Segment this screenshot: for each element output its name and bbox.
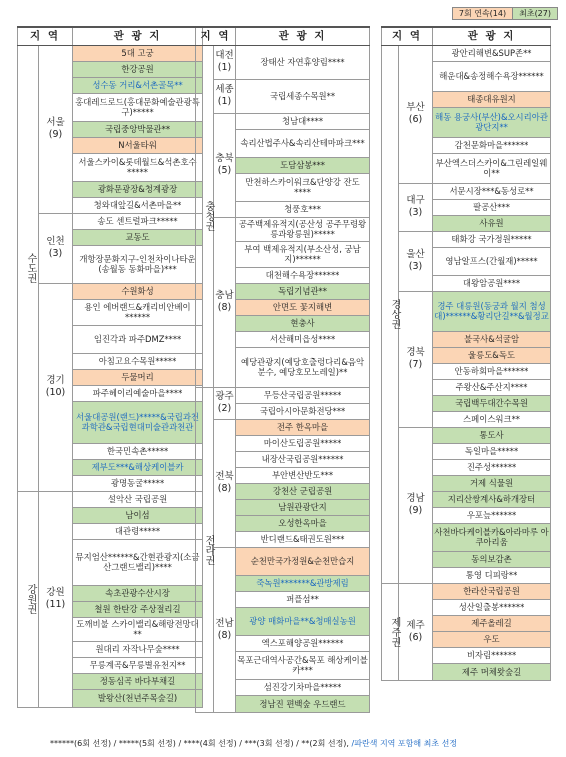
header-spot: 관 광 지 xyxy=(236,27,370,45)
attraction-cell: 정남진 편백숲 우드랜드 xyxy=(236,695,370,712)
table-c2 xyxy=(195,26,370,713)
region-cell: 제주권 xyxy=(382,583,399,680)
attraction-cell: 우포늪****** xyxy=(433,507,551,523)
attraction-cell: 해운대&송정해수욕장****** xyxy=(433,61,551,91)
attraction-cell: 서울스카이&롯데월드&석촌호수***** xyxy=(73,153,203,181)
attraction-cell: 섬진강기차마을***** xyxy=(236,679,370,695)
subregion-cell: 서울 (9) xyxy=(39,45,73,213)
attraction-cell: 홍대레드로드(홍대문화예술관광특구)***** xyxy=(73,93,203,121)
attraction-cell: 청풍호*** xyxy=(236,201,370,217)
attraction-cell: 청남대**** xyxy=(236,113,370,129)
subregion-cell: 세종 (1) xyxy=(214,79,236,113)
region-cell: 경상권 xyxy=(382,45,399,583)
attraction-cell: 대관령***** xyxy=(73,523,203,539)
attraction-cell: 성수동 거리&서촌골목** xyxy=(73,77,203,93)
attraction-cell: 광화문광장&청계광장 xyxy=(73,181,203,197)
attraction-cell: 한국민속촌***** xyxy=(73,443,203,459)
attraction-cell: 강천산 군립공원 xyxy=(236,483,370,499)
attraction-cell: 두물머리 xyxy=(73,369,203,385)
attraction-cell: 죽녹원*******&관방제림 xyxy=(236,575,370,591)
subregion-cell: 제주 (6) xyxy=(399,583,433,680)
table-c1 xyxy=(17,26,203,708)
subregion-cell: 대구 (3) xyxy=(399,183,433,231)
attraction-cell: 제주 머체왓숲길 xyxy=(433,663,551,680)
attraction-cell: 거제 식물원 xyxy=(433,475,551,491)
attraction-cell: 용인 에버랜드&캐리비안베이****** xyxy=(73,299,203,325)
subregion-cell: 전북 (8) xyxy=(214,419,236,547)
attraction-cell: 부산엑스더스카이&그린레일웨이** xyxy=(433,153,551,183)
attraction-cell: 장태산 자연휴양림**** xyxy=(236,45,370,79)
attraction-cell: 남원관광단지 xyxy=(236,499,370,515)
subregion-cell: 강원 (11) xyxy=(39,491,73,707)
attraction-cell: 해동 용궁사(부산)&오시리아관광단지** xyxy=(433,107,551,137)
attraction-cell: 반디랜드&태권도원*** xyxy=(236,531,370,547)
attraction-cell: 스페이스워크** xyxy=(433,411,551,427)
subregion-cell: 경북 (7) xyxy=(399,291,433,427)
subregion-cell: 경남 (9) xyxy=(399,427,433,583)
attraction-cell: N서울타워 xyxy=(73,137,203,153)
attraction-cell: 퍼플섬** xyxy=(236,591,370,607)
attraction-cell: 도담삼봉*** xyxy=(236,157,370,173)
attraction-cell: 5대 고궁 xyxy=(73,45,203,61)
attraction-cell: 국립아시아문화전당*** xyxy=(236,403,370,419)
attraction-cell: 공주백제유적지(공산성 공주무령왕릉과왕릉원)***** xyxy=(236,217,370,241)
region-cell: 수도권 xyxy=(18,45,39,491)
subregion-cell: 충북 (5) xyxy=(214,113,236,217)
attraction-cell: 팔공산*** xyxy=(433,199,551,215)
attraction-cell: 우도 xyxy=(433,631,551,647)
attraction-cell: 엑스포해양공원****** xyxy=(236,635,370,651)
attraction-cell: 광명동굴***** xyxy=(73,475,203,491)
attraction-cell: 발왕산(천년주목숲길) xyxy=(73,689,203,707)
legend-first: 최초(27) xyxy=(512,7,558,20)
attraction-cell: 진주성****** xyxy=(433,459,551,475)
attraction-cell: 전주 한옥마을 xyxy=(236,419,370,435)
attraction-cell: 부안변산반도*** xyxy=(236,467,370,483)
attraction-cell: 안면도 꽃지해변 xyxy=(236,299,370,315)
header-region: 지 역 xyxy=(382,27,433,45)
attraction-cell: 한라산국립공원 xyxy=(433,583,551,599)
header-spot: 관 광 지 xyxy=(73,27,203,45)
attraction-cell: 광안리해변&SUP존** xyxy=(433,45,551,61)
region-cell: 충청권 xyxy=(196,45,214,387)
attraction-cell: 비자림****** xyxy=(433,647,551,663)
attraction-cell: 감천문화마을****** xyxy=(433,137,551,153)
attraction-cell: 성산일출봉****** xyxy=(433,599,551,615)
attraction-cell: 현충사 xyxy=(236,315,370,331)
attraction-cell: 주왕산&주산지**** xyxy=(433,379,551,395)
region-cell: 강원권 xyxy=(18,491,39,707)
subregion-cell: 부산 (6) xyxy=(399,45,433,183)
attraction-cell: 남이섬 xyxy=(73,507,203,523)
attraction-cell: 국립세종수목원** xyxy=(236,79,370,113)
attraction-cell: 원대리 자작나무숲**** xyxy=(73,641,203,657)
attraction-cell: 정동심곡 바다부채길 xyxy=(73,673,203,689)
attraction-cell: 한강공원 xyxy=(73,61,203,77)
subregion-cell: 전남 (8) xyxy=(214,547,236,712)
attraction-cell: 오성한옥마을 xyxy=(236,515,370,531)
attraction-cell: 사천바다케이블카&아라마루 아쿠아리움 xyxy=(433,523,551,551)
attraction-cell: 서산해미읍성**** xyxy=(236,331,370,347)
attraction-cell: 광양 매화마을**&청매실농원 xyxy=(236,607,370,635)
attraction-cell: 대왕암공원**** xyxy=(433,275,551,291)
attraction-cell: 마이산도립공원***** xyxy=(236,435,370,451)
attraction-cell: 서울대공원(랜드)*****&국립과천과학관&국립현대미술관과천관 xyxy=(73,401,203,443)
subregion-cell: 광주 (2) xyxy=(214,387,236,419)
attraction-cell: 울릉도&독도 xyxy=(433,347,551,363)
attraction-cell: 설악산 국립공원 xyxy=(73,491,203,507)
header-region: 지 역 xyxy=(196,27,236,45)
table-c3 xyxy=(381,26,551,681)
attraction-cell: 독일마을***** xyxy=(433,443,551,459)
attraction-cell: 순천만국가정원&순천만습지 xyxy=(236,547,370,575)
attraction-cell: 무등산국립공원***** xyxy=(236,387,370,403)
footer-text: ******(6회 선정) / *****(5회 선정) / ****(4회 선정) / ***(3회 선정) / **(2회 선정), xyxy=(50,739,352,748)
attraction-cell: 철원 한탄강 주상절리길 xyxy=(73,601,203,617)
attraction-cell: 청와대앞길&서촌마을** xyxy=(73,197,203,213)
attraction-cell: 태종대유원지 xyxy=(433,91,551,107)
attraction-cell: 국립중앙박물관** xyxy=(73,121,203,137)
legend xyxy=(453,7,558,20)
attraction-cell: 도깨비불 스카이밸리&해랑전망대** xyxy=(73,617,203,641)
attraction-cell: 속초관광수산시장 xyxy=(73,585,203,601)
attraction-cell: 송도 센트럴파크***** xyxy=(73,213,203,229)
subregion-cell: 대전 (1) xyxy=(214,45,236,79)
attraction-cell: 개항장문화지구-인천차이나타운 (송월동 동화마을)*** xyxy=(73,245,203,283)
attraction-cell: 임진각과 파주DMZ**** xyxy=(73,325,203,353)
subregion-cell: 충남 (8) xyxy=(214,217,236,387)
attraction-cell: 불국사&석굴암 xyxy=(433,331,551,347)
attraction-cell: 서문시장***&동성로** xyxy=(433,183,551,199)
attraction-cell: 경주 대릉원(동궁과 월지 첨성대)******&황리단길**&월정교 xyxy=(433,291,551,331)
attraction-cell: 파주헤이리예술마을**** xyxy=(73,385,203,401)
attraction-cell: 국립백두대간수목원 xyxy=(433,395,551,411)
attraction-cell: 통영 디피랑** xyxy=(433,567,551,583)
attraction-cell: 태화강 국가정원***** xyxy=(433,231,551,247)
attraction-cell: 지리산쌍계사&하개장터 xyxy=(433,491,551,507)
attraction-cell: 제부도***&해상케이블카 xyxy=(73,459,203,475)
subregion-cell: 경기 (10) xyxy=(39,283,73,491)
attraction-cell: 수원화성 xyxy=(73,283,203,299)
attraction-cell: 대천해수욕장****** xyxy=(236,267,370,283)
attraction-cell: 만천하스카이워크&단양강 잔도**** xyxy=(236,173,370,201)
attraction-cell: 독립기념관** xyxy=(236,283,370,299)
subregion-cell: 인천 (3) xyxy=(39,213,73,283)
attraction-cell: 뮤지엄산******&간현관광지(소금산그랜드밸리)**** xyxy=(73,539,203,585)
attraction-cell: 교동도 xyxy=(73,229,203,245)
attraction-cell: 내장산국립공원****** xyxy=(236,451,370,467)
region-cell: 전라권 xyxy=(196,387,214,712)
attraction-cell: 무릉계곡&무릉별유천지** xyxy=(73,657,203,673)
header-region: 지 역 xyxy=(18,27,73,45)
attraction-cell: 목포근대역사공간&목포 해상케이블카*** xyxy=(236,651,370,679)
footer-note xyxy=(50,738,457,749)
attraction-cell: 동의보감촌 xyxy=(433,551,551,567)
attraction-cell: 예당관광지(예당호출렁다리&음악분수, 예당호모노레일)** xyxy=(236,347,370,387)
legend-consecutive: 7회 연속(14) xyxy=(452,7,513,20)
attraction-cell: 사유원 xyxy=(433,215,551,231)
subregion-cell: 울산 (3) xyxy=(399,231,433,291)
attraction-cell: 안동하회마을****** xyxy=(433,363,551,379)
attraction-cell: 아침고요수목원***** xyxy=(73,353,203,369)
attraction-cell: 부여 백제유적지(부소산성, 궁남지)****** xyxy=(236,241,370,267)
header-spot: 관 광 지 xyxy=(433,27,551,45)
attraction-cell: 제주올레길 xyxy=(433,615,551,631)
attraction-cell: 영남알프스(간월재)***** xyxy=(433,247,551,275)
attraction-cell: 속리산법주사&속리산테마파크*** xyxy=(236,129,370,157)
attraction-cell: 통도사 xyxy=(433,427,551,443)
footer-blue-note: /파란색 지역 포함해 최초 선정 xyxy=(351,739,458,748)
